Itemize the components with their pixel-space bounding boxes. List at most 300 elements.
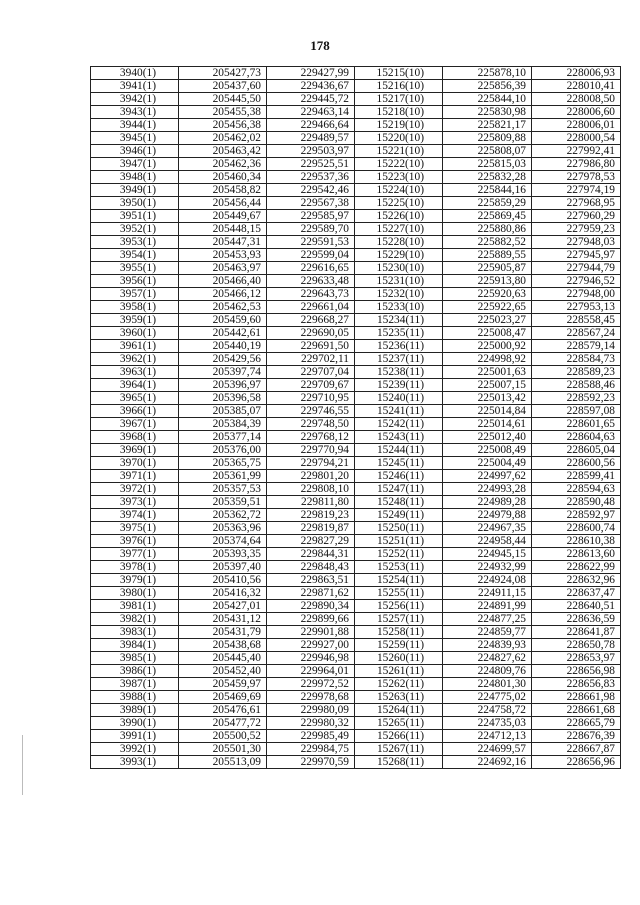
table-cell: 15237(11) (355, 353, 443, 366)
table-cell: 227974,19 (532, 184, 621, 197)
table-cell: 15231(10) (355, 275, 443, 288)
table-cell: 3949(1) (91, 184, 179, 197)
table-cell: 228604,63 (532, 431, 621, 444)
table-cell: 3979(1) (91, 574, 179, 587)
table-cell: 224979,88 (443, 509, 532, 522)
table-cell: 3986(1) (91, 665, 179, 678)
table-cell: 205437,60 (179, 80, 267, 93)
table-row (91, 444, 621, 457)
table-cell: 3945(1) (91, 132, 179, 145)
table-cell: 225014,84 (443, 405, 532, 418)
table-cell: 205384,39 (179, 418, 267, 431)
table-cell: 228006,60 (532, 106, 621, 119)
table-cell: 205438,68 (179, 639, 267, 652)
table-cell: 229633,48 (267, 275, 355, 288)
table-cell: 3964(1) (91, 379, 179, 392)
table-cell: 229489,57 (267, 132, 355, 145)
table-cell: 228613,60 (532, 548, 621, 561)
table-cell: 229746,55 (267, 405, 355, 418)
table-cell: 3950(1) (91, 197, 179, 210)
table-cell: 225869,45 (443, 210, 532, 223)
table-cell: 205459,60 (179, 314, 267, 327)
table-cell: 228640,51 (532, 600, 621, 613)
table-row (91, 93, 621, 106)
table-cell: 205363,96 (179, 522, 267, 535)
table-cell: 228597,08 (532, 405, 621, 418)
table-cell: 3955(1) (91, 262, 179, 275)
table-row (91, 665, 621, 678)
table-cell: 229946,98 (267, 652, 355, 665)
table-cell: 228010,41 (532, 80, 621, 93)
table-cell: 225000,92 (443, 340, 532, 353)
table-cell: 15223(10) (355, 171, 443, 184)
table-cell: 228665,79 (532, 717, 621, 730)
table-row (91, 548, 621, 561)
table-row (91, 691, 621, 704)
table-cell: 15225(10) (355, 197, 443, 210)
table-cell: 224945,15 (443, 548, 532, 561)
table-cell: 229567,38 (267, 197, 355, 210)
table-cell: 228656,83 (532, 678, 621, 691)
table-cell: 227959,23 (532, 223, 621, 236)
table-cell: 225821,17 (443, 119, 532, 132)
table-cell: 228000,54 (532, 132, 621, 145)
table-cell: 3975(1) (91, 522, 179, 535)
table-cell: 3974(1) (91, 509, 179, 522)
table-cell: 224712,13 (443, 730, 532, 743)
table-cell: 205462,36 (179, 158, 267, 171)
table-cell: 205385,07 (179, 405, 267, 418)
table-cell: 3963(1) (91, 366, 179, 379)
table-row (91, 366, 621, 379)
table-cell: 15240(11) (355, 392, 443, 405)
table-cell: 3973(1) (91, 496, 179, 509)
table-cell: 229801,20 (267, 470, 355, 483)
table-row (91, 639, 621, 652)
table-cell: 3962(1) (91, 353, 179, 366)
margin-mark (22, 735, 23, 795)
coordinates-table-body (91, 67, 621, 769)
table-cell: 228661,98 (532, 691, 621, 704)
table-row (91, 236, 621, 249)
table-cell: 15257(11) (355, 613, 443, 626)
table-cell: 205362,72 (179, 509, 267, 522)
table-cell: 229463,14 (267, 106, 355, 119)
table-cell: 205466,12 (179, 288, 267, 301)
table-cell: 224827,62 (443, 652, 532, 665)
table-cell: 205416,32 (179, 587, 267, 600)
table-cell: 229690,05 (267, 327, 355, 340)
table-row (91, 574, 621, 587)
table-cell: 205453,93 (179, 249, 267, 262)
table-cell: 15251(11) (355, 535, 443, 548)
table-row (91, 600, 621, 613)
table-cell: 205442,61 (179, 327, 267, 340)
table-cell: 15259(11) (355, 639, 443, 652)
table-cell: 3942(1) (91, 93, 179, 106)
table-cell: 229768,12 (267, 431, 355, 444)
table-cell: 228600,56 (532, 457, 621, 470)
table-cell: 205431,79 (179, 626, 267, 639)
table-cell: 15236(11) (355, 340, 443, 353)
table-row (91, 249, 621, 262)
table-cell: 15238(11) (355, 366, 443, 379)
table-row (91, 509, 621, 522)
table-row (91, 171, 621, 184)
table-cell: 228006,93 (532, 67, 621, 80)
table-cell: 228600,74 (532, 522, 621, 535)
table-cell: 3941(1) (91, 80, 179, 93)
table-cell: 3953(1) (91, 236, 179, 249)
table-cell: 229616,65 (267, 262, 355, 275)
table-cell: 205477,72 (179, 717, 267, 730)
table-cell: 3946(1) (91, 145, 179, 158)
table-cell: 205462,02 (179, 132, 267, 145)
table-cell: 15221(10) (355, 145, 443, 158)
table-cell: 229811,80 (267, 496, 355, 509)
table-cell: 15218(10) (355, 106, 443, 119)
table-cell: 229844,31 (267, 548, 355, 561)
table-cell: 3972(1) (91, 483, 179, 496)
table-row (91, 717, 621, 730)
table-cell: 205397,40 (179, 561, 267, 574)
table-cell: 225844,16 (443, 184, 532, 197)
table-cell: 228653,97 (532, 652, 621, 665)
table-cell: 229808,10 (267, 483, 355, 496)
table-cell: 229436,67 (267, 80, 355, 93)
table-cell: 3966(1) (91, 405, 179, 418)
table-cell: 227978,53 (532, 171, 621, 184)
table-cell: 224993,28 (443, 483, 532, 496)
table-row (91, 704, 621, 717)
table-cell: 224958,44 (443, 535, 532, 548)
table-row (91, 470, 621, 483)
table-cell: 205463,42 (179, 145, 267, 158)
table-row (91, 67, 621, 80)
table-cell: 3983(1) (91, 626, 179, 639)
table-cell: 225013,42 (443, 392, 532, 405)
table-row (91, 275, 621, 288)
table-cell: 229525,51 (267, 158, 355, 171)
table-cell: 205459,97 (179, 678, 267, 691)
table-cell: 3984(1) (91, 639, 179, 652)
table-cell: 15235(11) (355, 327, 443, 340)
table-row (91, 301, 621, 314)
table-cell: 228008,50 (532, 93, 621, 106)
table-cell: 228637,47 (532, 587, 621, 600)
table-cell: 205427,01 (179, 600, 267, 613)
table-row (91, 626, 621, 639)
table-cell: 205440,19 (179, 340, 267, 353)
table-cell: 15264(11) (355, 704, 443, 717)
table-cell: 3978(1) (91, 561, 179, 574)
table-cell: 224877,25 (443, 613, 532, 626)
table-cell: 228650,78 (532, 639, 621, 652)
table-cell: 228589,23 (532, 366, 621, 379)
table-cell: 15249(11) (355, 509, 443, 522)
table-cell: 229691,50 (267, 340, 355, 353)
table-row (91, 405, 621, 418)
table-row (91, 522, 621, 535)
table-cell: 225008,49 (443, 444, 532, 457)
table-row (91, 457, 621, 470)
table-row (91, 314, 621, 327)
table-cell: 205377,14 (179, 431, 267, 444)
table-cell: 3961(1) (91, 340, 179, 353)
table-cell: 205466,40 (179, 275, 267, 288)
table-row (91, 80, 621, 93)
table-row (91, 561, 621, 574)
table-cell: 229537,36 (267, 171, 355, 184)
table-cell: 227986,80 (532, 158, 621, 171)
table-cell: 15262(11) (355, 678, 443, 691)
table-cell: 225023,27 (443, 314, 532, 327)
table-row (91, 184, 621, 197)
table-row (91, 418, 621, 431)
table-cell: 15268(11) (355, 756, 443, 769)
table-cell: 205365,75 (179, 457, 267, 470)
table-cell: 224924,08 (443, 574, 532, 587)
table-cell: 15248(11) (355, 496, 443, 509)
table-cell: 15216(10) (355, 80, 443, 93)
table-cell: 224998,92 (443, 353, 532, 366)
table-cell: 225889,55 (443, 249, 532, 262)
table-cell: 229863,51 (267, 574, 355, 587)
table-cell: 225913,80 (443, 275, 532, 288)
table-cell: 224735,03 (443, 717, 532, 730)
table-cell: 3987(1) (91, 678, 179, 691)
table-row (91, 483, 621, 496)
table-cell: 205445,40 (179, 652, 267, 665)
table-cell: 3956(1) (91, 275, 179, 288)
table-row (91, 327, 621, 340)
table-row (91, 756, 621, 769)
table-cell: 3940(1) (91, 67, 179, 80)
table-cell: 15242(11) (355, 418, 443, 431)
table-cell: 15243(11) (355, 431, 443, 444)
table-cell: 3952(1) (91, 223, 179, 236)
table-cell: 3980(1) (91, 587, 179, 600)
table-cell: 225920,63 (443, 288, 532, 301)
table-cell: 228661,68 (532, 704, 621, 717)
table-cell: 15217(10) (355, 93, 443, 106)
table-cell: 15244(11) (355, 444, 443, 457)
table-cell: 228599,41 (532, 470, 621, 483)
table-cell: 3985(1) (91, 652, 179, 665)
table-cell: 3993(1) (91, 756, 179, 769)
table-cell: 15267(11) (355, 743, 443, 756)
table-row (91, 392, 621, 405)
table-cell: 15266(11) (355, 730, 443, 743)
table-cell: 3981(1) (91, 600, 179, 613)
table-cell: 228592,97 (532, 509, 621, 522)
table-cell: 225007,15 (443, 379, 532, 392)
table-cell: 229702,11 (267, 353, 355, 366)
table-cell: 228656,96 (532, 756, 621, 769)
table-cell: 205456,38 (179, 119, 267, 132)
table-cell: 229770,94 (267, 444, 355, 457)
table-cell: 3947(1) (91, 158, 179, 171)
table-cell: 225008,47 (443, 327, 532, 340)
table-cell: 228584,73 (532, 353, 621, 366)
table-cell: 225844,10 (443, 93, 532, 106)
table-cell: 15230(10) (355, 262, 443, 275)
table-cell: 15258(11) (355, 626, 443, 639)
table-cell: 205449,67 (179, 210, 267, 223)
table-cell: 205501,30 (179, 743, 267, 756)
table-cell: 3968(1) (91, 431, 179, 444)
table-cell: 224891,99 (443, 600, 532, 613)
table-row (91, 106, 621, 119)
table-cell: 229748,50 (267, 418, 355, 431)
table-cell: 229871,62 (267, 587, 355, 600)
table-row (91, 223, 621, 236)
table-cell: 15233(10) (355, 301, 443, 314)
table-cell: 15263(11) (355, 691, 443, 704)
table-cell: 3970(1) (91, 457, 179, 470)
table-cell: 224809,76 (443, 665, 532, 678)
table-cell: 229980,09 (267, 704, 355, 717)
table-cell: 227946,52 (532, 275, 621, 288)
table-cell: 205463,97 (179, 262, 267, 275)
table-cell: 3943(1) (91, 106, 179, 119)
table-cell: 225815,03 (443, 158, 532, 171)
table-cell: 229970,59 (267, 756, 355, 769)
table-cell: 205460,34 (179, 171, 267, 184)
table-cell: 3965(1) (91, 392, 179, 405)
table-cell: 228594,63 (532, 483, 621, 496)
table-cell: 224692,16 (443, 756, 532, 769)
table-cell: 229899,66 (267, 613, 355, 626)
table-cell: 205476,61 (179, 704, 267, 717)
table-cell: 227968,95 (532, 197, 621, 210)
table-cell: 15227(10) (355, 223, 443, 236)
table-cell: 15219(10) (355, 119, 443, 132)
table-cell: 225014,61 (443, 418, 532, 431)
table-cell: 205447,31 (179, 236, 267, 249)
table-cell: 205376,00 (179, 444, 267, 457)
table-cell: 228579,14 (532, 340, 621, 353)
table-cell: 229827,29 (267, 535, 355, 548)
table-cell: 225882,52 (443, 236, 532, 249)
table-cell: 228667,87 (532, 743, 621, 756)
table-cell: 15229(10) (355, 249, 443, 262)
table-cell: 229661,04 (267, 301, 355, 314)
table-cell: 227945,97 (532, 249, 621, 262)
table-cell: 229819,23 (267, 509, 355, 522)
table-cell: 205361,99 (179, 470, 267, 483)
table-cell: 15247(11) (355, 483, 443, 496)
table-cell: 224775,02 (443, 691, 532, 704)
table-cell: 15256(11) (355, 600, 443, 613)
table-cell: 15215(10) (355, 67, 443, 80)
table-cell: 205397,74 (179, 366, 267, 379)
table-cell: 224801,30 (443, 678, 532, 691)
table-row (91, 288, 621, 301)
table-cell: 229972,52 (267, 678, 355, 691)
table-cell: 15260(11) (355, 652, 443, 665)
table-cell: 15228(10) (355, 236, 443, 249)
table-cell: 15255(11) (355, 587, 443, 600)
table-cell: 228590,48 (532, 496, 621, 509)
table-cell: 3992(1) (91, 743, 179, 756)
table-cell: 205410,56 (179, 574, 267, 587)
table-cell: 15245(11) (355, 457, 443, 470)
table-cell: 229901,88 (267, 626, 355, 639)
table-row (91, 197, 621, 210)
table-cell: 205427,73 (179, 67, 267, 80)
table-cell: 224758,72 (443, 704, 532, 717)
table-row (91, 743, 621, 756)
table-cell: 224997,62 (443, 470, 532, 483)
table-cell: 15232(10) (355, 288, 443, 301)
table-cell: 229927,00 (267, 639, 355, 652)
table-cell: 15265(11) (355, 717, 443, 730)
table-cell: 3971(1) (91, 470, 179, 483)
table-cell: 229848,43 (267, 561, 355, 574)
table-cell: 205374,64 (179, 535, 267, 548)
table-cell: 15246(11) (355, 470, 443, 483)
table-cell: 205429,56 (179, 353, 267, 366)
table-cell: 224859,77 (443, 626, 532, 639)
table-cell: 225832,28 (443, 171, 532, 184)
table-cell: 205431,12 (179, 613, 267, 626)
table-cell: 3944(1) (91, 119, 179, 132)
table-cell: 15220(10) (355, 132, 443, 145)
table-cell: 228676,39 (532, 730, 621, 743)
table-cell: 229707,04 (267, 366, 355, 379)
table-cell: 224967,35 (443, 522, 532, 535)
table-cell: 15252(11) (355, 548, 443, 561)
table-cell: 228592,23 (532, 392, 621, 405)
table-cell: 228622,99 (532, 561, 621, 574)
table-cell: 15224(10) (355, 184, 443, 197)
table-row (91, 119, 621, 132)
table-cell: 229978,68 (267, 691, 355, 704)
table-cell: 229964,01 (267, 665, 355, 678)
table-cell: 225878,10 (443, 67, 532, 80)
table-cell: 205456,44 (179, 197, 267, 210)
table-cell: 229980,32 (267, 717, 355, 730)
table-cell: 229710,95 (267, 392, 355, 405)
table-cell: 3948(1) (91, 171, 179, 184)
table-cell: 225004,49 (443, 457, 532, 470)
table-cell: 229599,04 (267, 249, 355, 262)
table-cell: 224839,93 (443, 639, 532, 652)
table-cell: 15261(11) (355, 665, 443, 678)
table-cell: 205393,35 (179, 548, 267, 561)
table-cell: 228006,01 (532, 119, 621, 132)
table-row (91, 158, 621, 171)
table-cell: 228601,65 (532, 418, 621, 431)
table-cell: 224699,57 (443, 743, 532, 756)
table-cell: 229709,67 (267, 379, 355, 392)
table-cell: 205357,53 (179, 483, 267, 496)
table-row (91, 340, 621, 353)
table-cell: 229589,70 (267, 223, 355, 236)
table-cell: 3954(1) (91, 249, 179, 262)
table-cell: 225012,40 (443, 431, 532, 444)
table-cell: 225001,63 (443, 366, 532, 379)
table-row (91, 379, 621, 392)
table-cell: 3988(1) (91, 691, 179, 704)
table-cell: 225905,87 (443, 262, 532, 275)
table-cell: 229445,72 (267, 93, 355, 106)
table-cell: 227953,13 (532, 301, 621, 314)
table-cell: 229591,53 (267, 236, 355, 249)
table-cell: 3958(1) (91, 301, 179, 314)
table-cell: 229542,46 (267, 184, 355, 197)
